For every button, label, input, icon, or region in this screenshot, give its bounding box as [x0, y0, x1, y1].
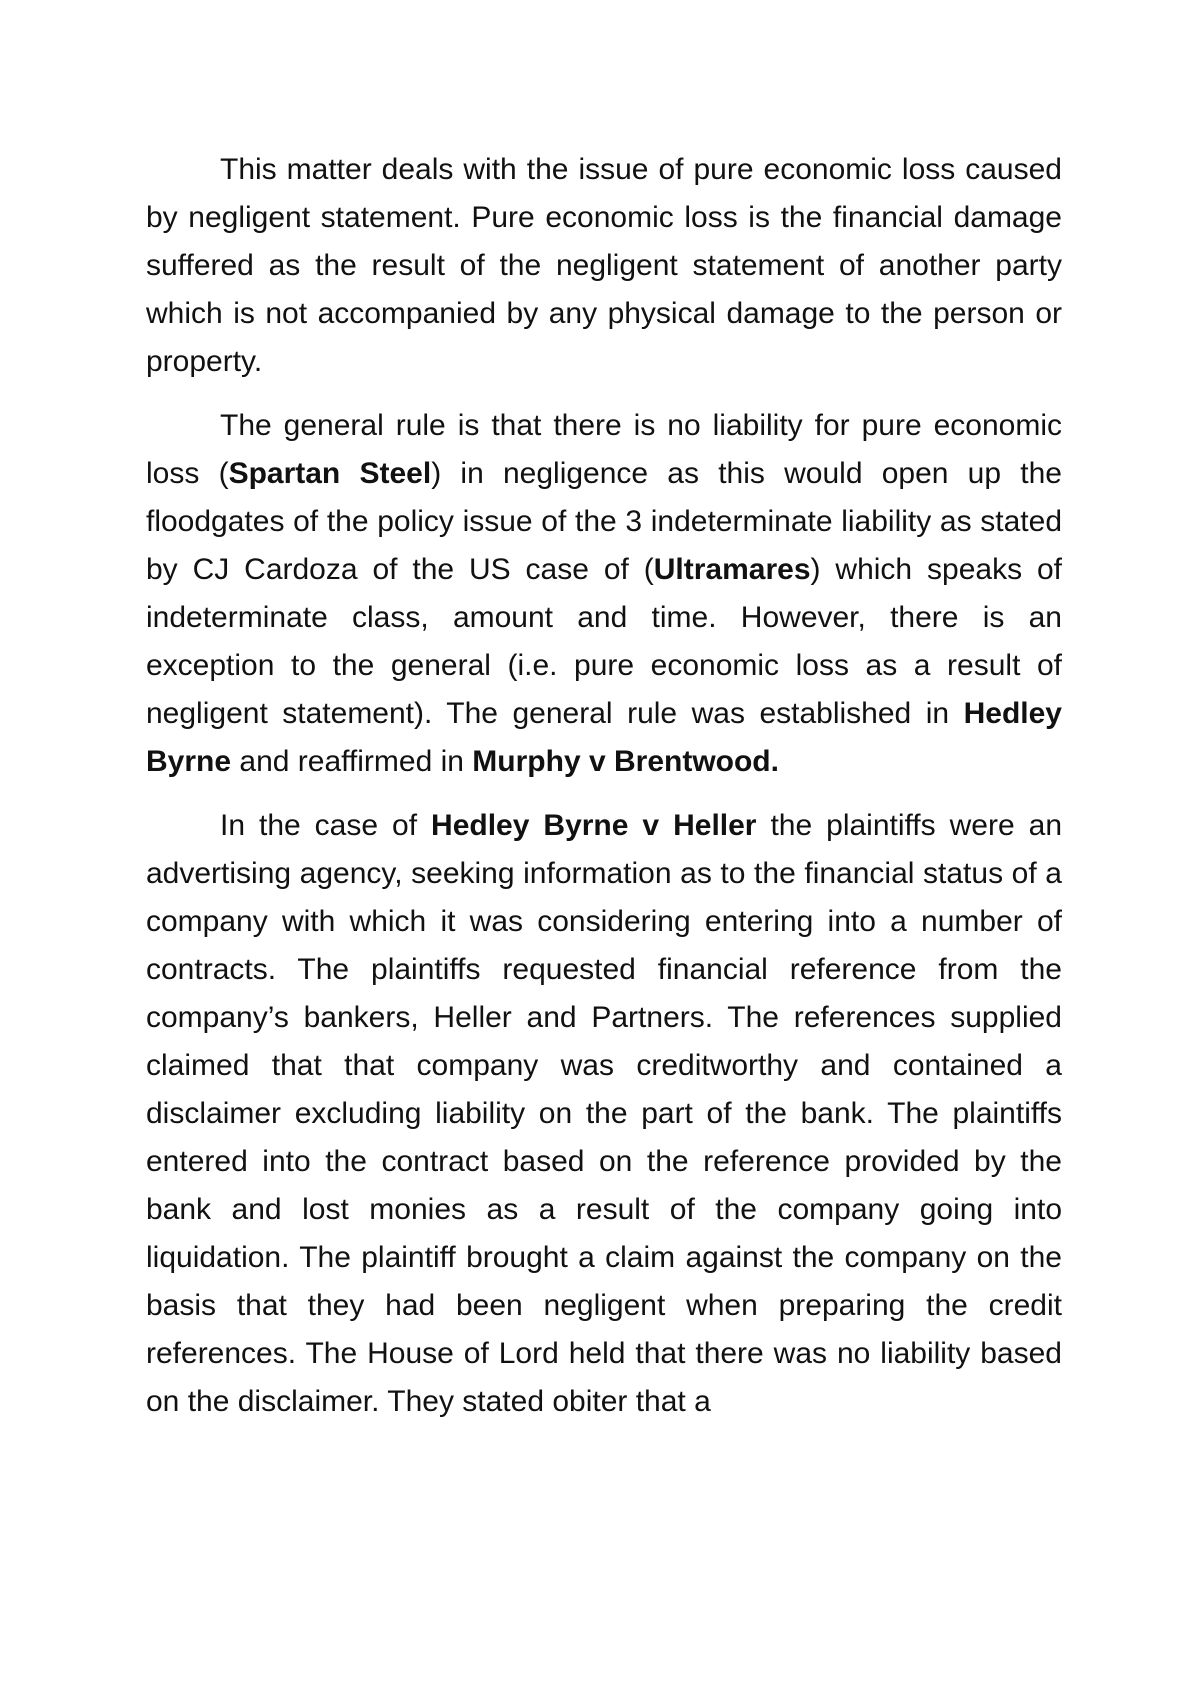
case-name-murphy-v-brentwood: Murphy v Brentwood. — [472, 745, 779, 778]
paragraph-3-segment: the plaintiffs were an advertising agency, seeking information as to the financial status of a company with which it was considering entering into a number of contracts. The plaintiffs requested financial reference from the company’s bankers, Heller and Partners. The references supplied claimed that that company was creditworthy and contained a disclaimer excluding liability on the part of the bank. The plaintiffs entered into the contract based on the reference provided by the bank and lost monies as a result of the company going into liquidation. The plaintiff brought a claim against the company on the basis that they had been negligent when preparing the credit references. The House of Lord held that there was no liability based on the disclaimer. They stated obiter that a — [146, 809, 1063, 1418]
paragraph-2-segment: The general rule is that there is no liability for pure economic loss ( — [146, 409, 1062, 490]
paragraph-2-segment: ) which speaks of indeterminate class, amount and time. However, there is an exception to the general (i.e. pure economic loss as a result of negligent statement). The general rule was established in — [146, 553, 1062, 730]
paragraph-1-text: This matter deals with the issue of pure economic loss caused by negligent statement. Pure economic loss is the financial damage suffered as the result of the negligent statement of another party which is not accompanied by any physical damage to the person or property. — [146, 153, 1062, 378]
paragraph-1 — [146, 146, 1062, 386]
body-text — [146, 146, 1062, 1442]
paragraph-2 — [146, 402, 1062, 786]
case-name-hedley-byrne-v-heller: Hedley Byrne v Heller — [431, 809, 757, 842]
paragraph-3 — [146, 802, 1062, 1426]
paragraph-2-segment: ) in negligence as this would open up the floodgates of the policy issue of the 3 indeterminate liability as stated by CJ Cardoza of the US case of ( — [146, 457, 1062, 586]
paragraph-2-segment: and reaffirmed in — [231, 745, 473, 778]
case-name-ultramares: Ultramares — [653, 553, 811, 586]
paragraph-3-segment: In the case of — [220, 809, 432, 842]
case-name-hedley-byrne: Hedley Byrne — [146, 697, 1062, 778]
case-name-spartan-steel: Spartan Steel — [228, 457, 432, 490]
